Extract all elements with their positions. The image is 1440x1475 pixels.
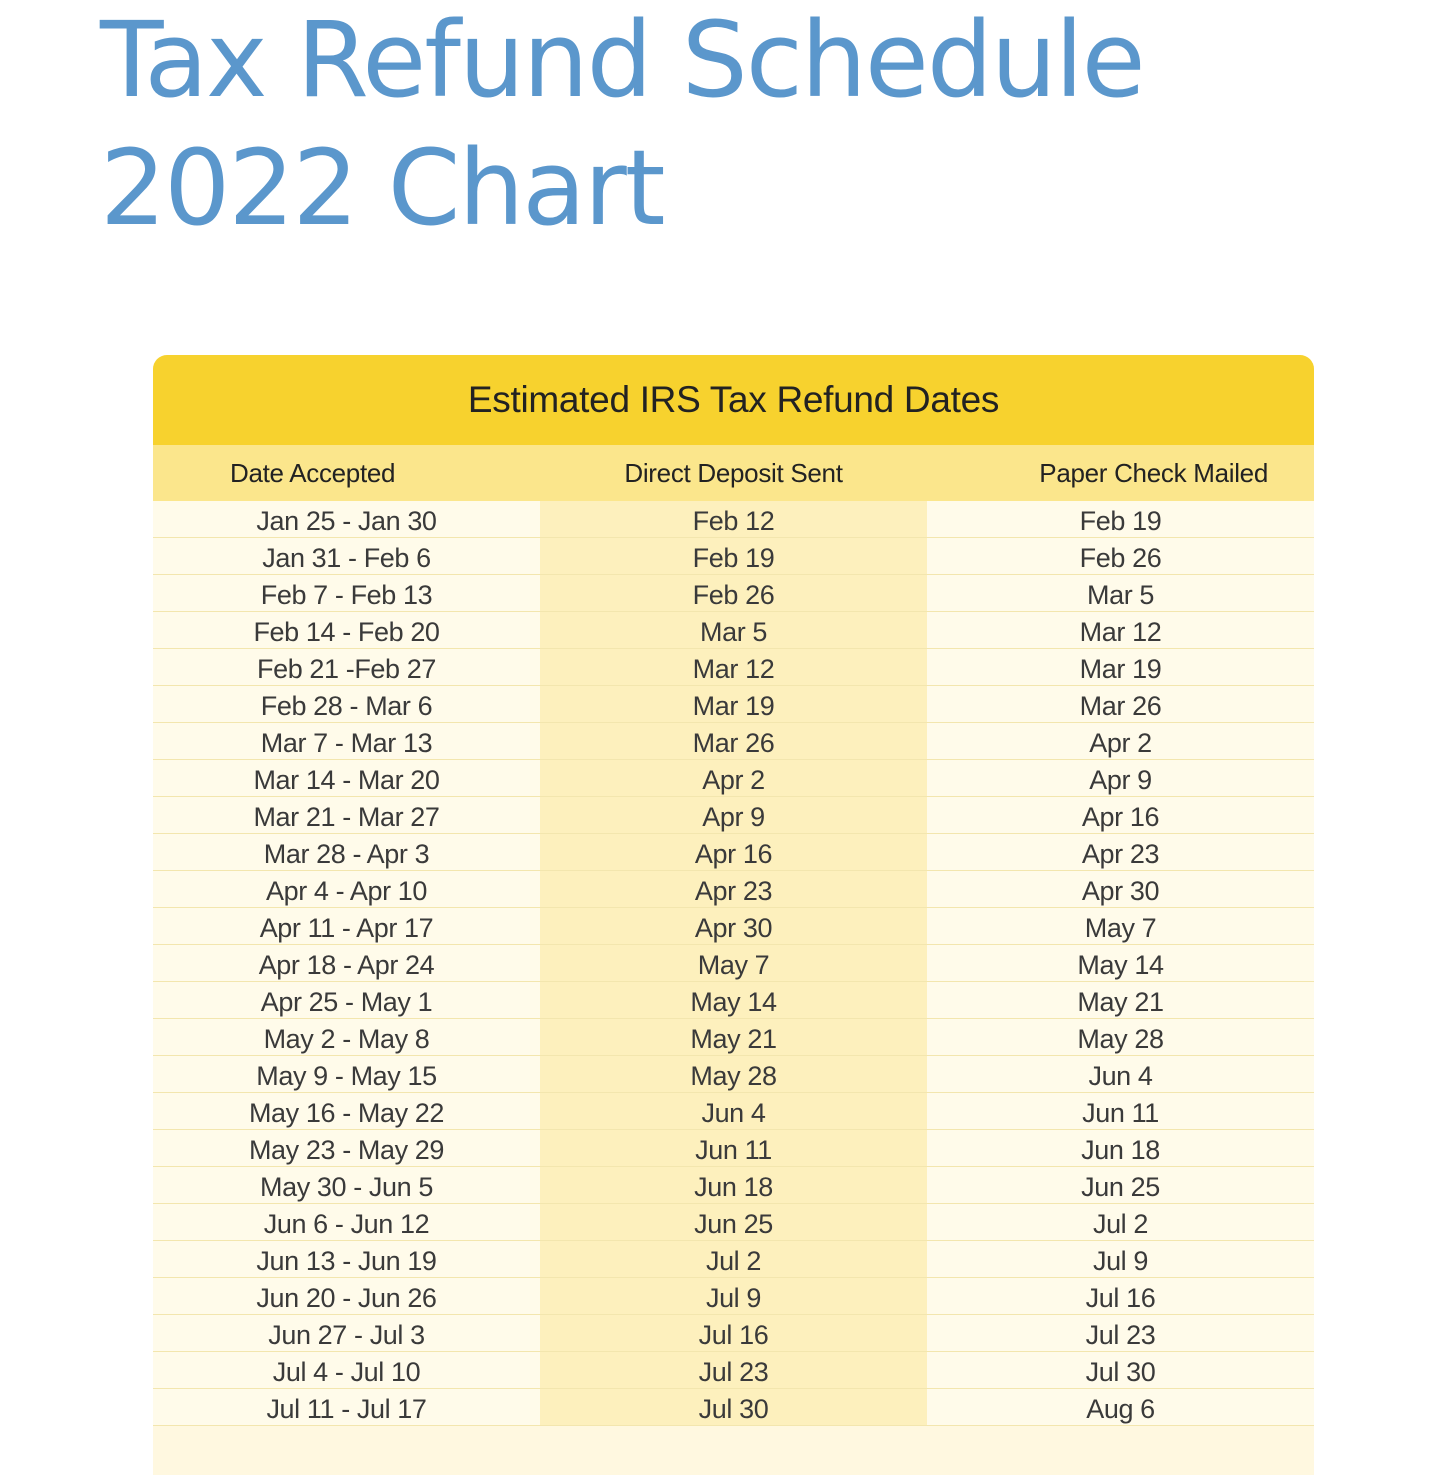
date-accepted-cell: Feb 28 - Mar 6	[153, 686, 540, 722]
direct-deposit-cell: Feb 26	[540, 575, 927, 611]
paper-check-cell: Mar 12	[927, 612, 1314, 648]
table-row	[153, 1056, 1314, 1093]
date-accepted-cell: Jun 20 - Jun 26	[153, 1278, 540, 1314]
direct-deposit-cell: Mar 26	[540, 723, 927, 759]
direct-deposit-cell: Feb 12	[540, 501, 927, 537]
paper-check-cell: Jul 23	[927, 1315, 1314, 1351]
date-accepted-cell: May 9 - May 15	[153, 1056, 540, 1092]
direct-deposit-cell: Apr 23	[540, 871, 927, 907]
direct-deposit-cell: Mar 19	[540, 686, 927, 722]
paper-check-cell: Jul 16	[927, 1278, 1314, 1314]
table-header-row	[153, 445, 1314, 501]
paper-check-cell: Jun 11	[927, 1093, 1314, 1129]
paper-check-cell: Jun 18	[927, 1130, 1314, 1166]
paper-check-cell: Jun 25	[927, 1167, 1314, 1203]
date-accepted-cell: Mar 21 - Mar 27	[153, 797, 540, 833]
paper-check-cell: May 21	[927, 982, 1314, 1018]
paper-check-cell: Mar 19	[927, 649, 1314, 685]
table-row	[153, 686, 1314, 723]
date-accepted-cell: Apr 25 - May 1	[153, 982, 540, 1018]
direct-deposit-cell: Mar 5	[540, 612, 927, 648]
paper-check-cell: May 14	[927, 945, 1314, 981]
direct-deposit-cell: Apr 30	[540, 908, 927, 944]
table-row	[153, 575, 1314, 612]
table-row	[153, 1130, 1314, 1167]
paper-check-cell: Jul 2	[927, 1204, 1314, 1240]
table-row	[153, 1019, 1314, 1056]
paper-check-cell: Apr 23	[927, 834, 1314, 870]
date-accepted-cell: Mar 7 - Mar 13	[153, 723, 540, 759]
direct-deposit-cell: May 28	[540, 1056, 927, 1092]
direct-deposit-cell: Feb 19	[540, 538, 927, 574]
page-title-line-1: Tax Refund Schedule	[100, 0, 1144, 121]
direct-deposit-cell: May 14	[540, 982, 927, 1018]
column-header-paper-check-mailed: Paper Check Mailed	[1039, 457, 1268, 488]
table-row	[153, 982, 1314, 1019]
date-accepted-cell: Apr 18 - Apr 24	[153, 945, 540, 981]
date-accepted-cell: Jun 27 - Jul 3	[153, 1315, 540, 1351]
table-row	[153, 908, 1314, 945]
table-body	[153, 501, 1314, 1426]
table-row	[153, 945, 1314, 982]
paper-check-cell: Jul 30	[927, 1352, 1314, 1388]
direct-deposit-cell: Jun 11	[540, 1130, 927, 1166]
date-accepted-cell: Feb 21 -Feb 27	[153, 649, 540, 685]
paper-check-cell: Jun 4	[927, 1056, 1314, 1092]
date-accepted-cell: Jul 4 - Jul 10	[153, 1352, 540, 1388]
column-header-date-accepted: Date Accepted	[230, 457, 396, 488]
direct-deposit-cell: Jul 9	[540, 1278, 927, 1314]
date-accepted-cell: May 30 - Jun 5	[153, 1167, 540, 1203]
paper-check-cell: Feb 19	[927, 501, 1314, 537]
paper-check-cell: Apr 16	[927, 797, 1314, 833]
table-row	[153, 871, 1314, 908]
paper-check-cell: Apr 9	[927, 760, 1314, 796]
direct-deposit-cell: Jul 30	[540, 1389, 927, 1425]
date-accepted-cell: Apr 4 - Apr 10	[153, 871, 540, 907]
date-accepted-cell: Apr 11 - Apr 17	[153, 908, 540, 944]
date-accepted-cell: May 2 - May 8	[153, 1019, 540, 1055]
direct-deposit-cell: Apr 9	[540, 797, 927, 833]
date-accepted-cell: Feb 14 - Feb 20	[153, 612, 540, 648]
date-accepted-cell: May 23 - May 29	[153, 1130, 540, 1166]
table-title: Estimated IRS Tax Refund Dates	[467, 379, 1000, 420]
date-accepted-cell: May 16 - May 22	[153, 1093, 540, 1129]
table-row	[153, 1241, 1314, 1278]
table-row	[153, 1278, 1314, 1315]
table-row	[153, 1315, 1314, 1352]
paper-check-cell: May 28	[927, 1019, 1314, 1055]
page-title-line-2: 2022 Chart	[100, 127, 664, 249]
table-row	[153, 1167, 1314, 1204]
table-row	[153, 501, 1314, 538]
table-row	[153, 538, 1314, 575]
table-row	[153, 760, 1314, 797]
paper-check-cell: Apr 30	[927, 871, 1314, 907]
table-row	[153, 1204, 1314, 1241]
paper-check-cell: Jul 9	[927, 1241, 1314, 1277]
direct-deposit-cell: Mar 12	[540, 649, 927, 685]
table-row	[153, 612, 1314, 649]
table-row	[153, 1352, 1314, 1389]
date-accepted-cell: Jan 31 - Feb 6	[153, 538, 540, 574]
table-row	[153, 723, 1314, 760]
paper-check-cell: Mar 5	[927, 575, 1314, 611]
date-accepted-cell: Jul 11 - Jul 17	[153, 1389, 540, 1425]
direct-deposit-cell: Jun 4	[540, 1093, 927, 1129]
paper-check-cell: Aug 6	[927, 1389, 1314, 1425]
direct-deposit-cell: Apr 16	[540, 834, 927, 870]
table-row	[153, 834, 1314, 871]
direct-deposit-cell: Jul 2	[540, 1241, 927, 1277]
paper-check-cell: Apr 2	[927, 723, 1314, 759]
table-row	[153, 1093, 1314, 1130]
direct-deposit-cell: May 21	[540, 1019, 927, 1055]
paper-check-cell: Mar 26	[927, 686, 1314, 722]
direct-deposit-cell: Jun 18	[540, 1167, 927, 1203]
paper-check-cell: Feb 26	[927, 538, 1314, 574]
direct-deposit-cell: May 7	[540, 945, 927, 981]
page-title	[100, 0, 1400, 252]
date-accepted-cell: Mar 14 - Mar 20	[153, 760, 540, 796]
table-row	[153, 1389, 1314, 1426]
date-accepted-cell: Feb 7 - Feb 13	[153, 575, 540, 611]
direct-deposit-cell: Jul 23	[540, 1352, 927, 1388]
date-accepted-cell: Mar 28 - Apr 3	[153, 834, 540, 870]
direct-deposit-cell: Jun 25	[540, 1204, 927, 1240]
column-header-direct-deposit-sent: Direct Deposit Sent	[624, 457, 843, 488]
table-row	[153, 649, 1314, 686]
date-accepted-cell: Jun 6 - Jun 12	[153, 1204, 540, 1240]
direct-deposit-cell: Apr 2	[540, 760, 927, 796]
table-row	[153, 797, 1314, 834]
refund-dates-table	[153, 355, 1314, 1475]
date-accepted-cell: Jun 13 - Jun 19	[153, 1241, 540, 1277]
direct-deposit-cell: Jul 16	[540, 1315, 927, 1351]
table-title-bar	[153, 355, 1314, 445]
date-accepted-cell: Jan 25 - Jan 30	[153, 501, 540, 537]
paper-check-cell: May 7	[927, 908, 1314, 944]
